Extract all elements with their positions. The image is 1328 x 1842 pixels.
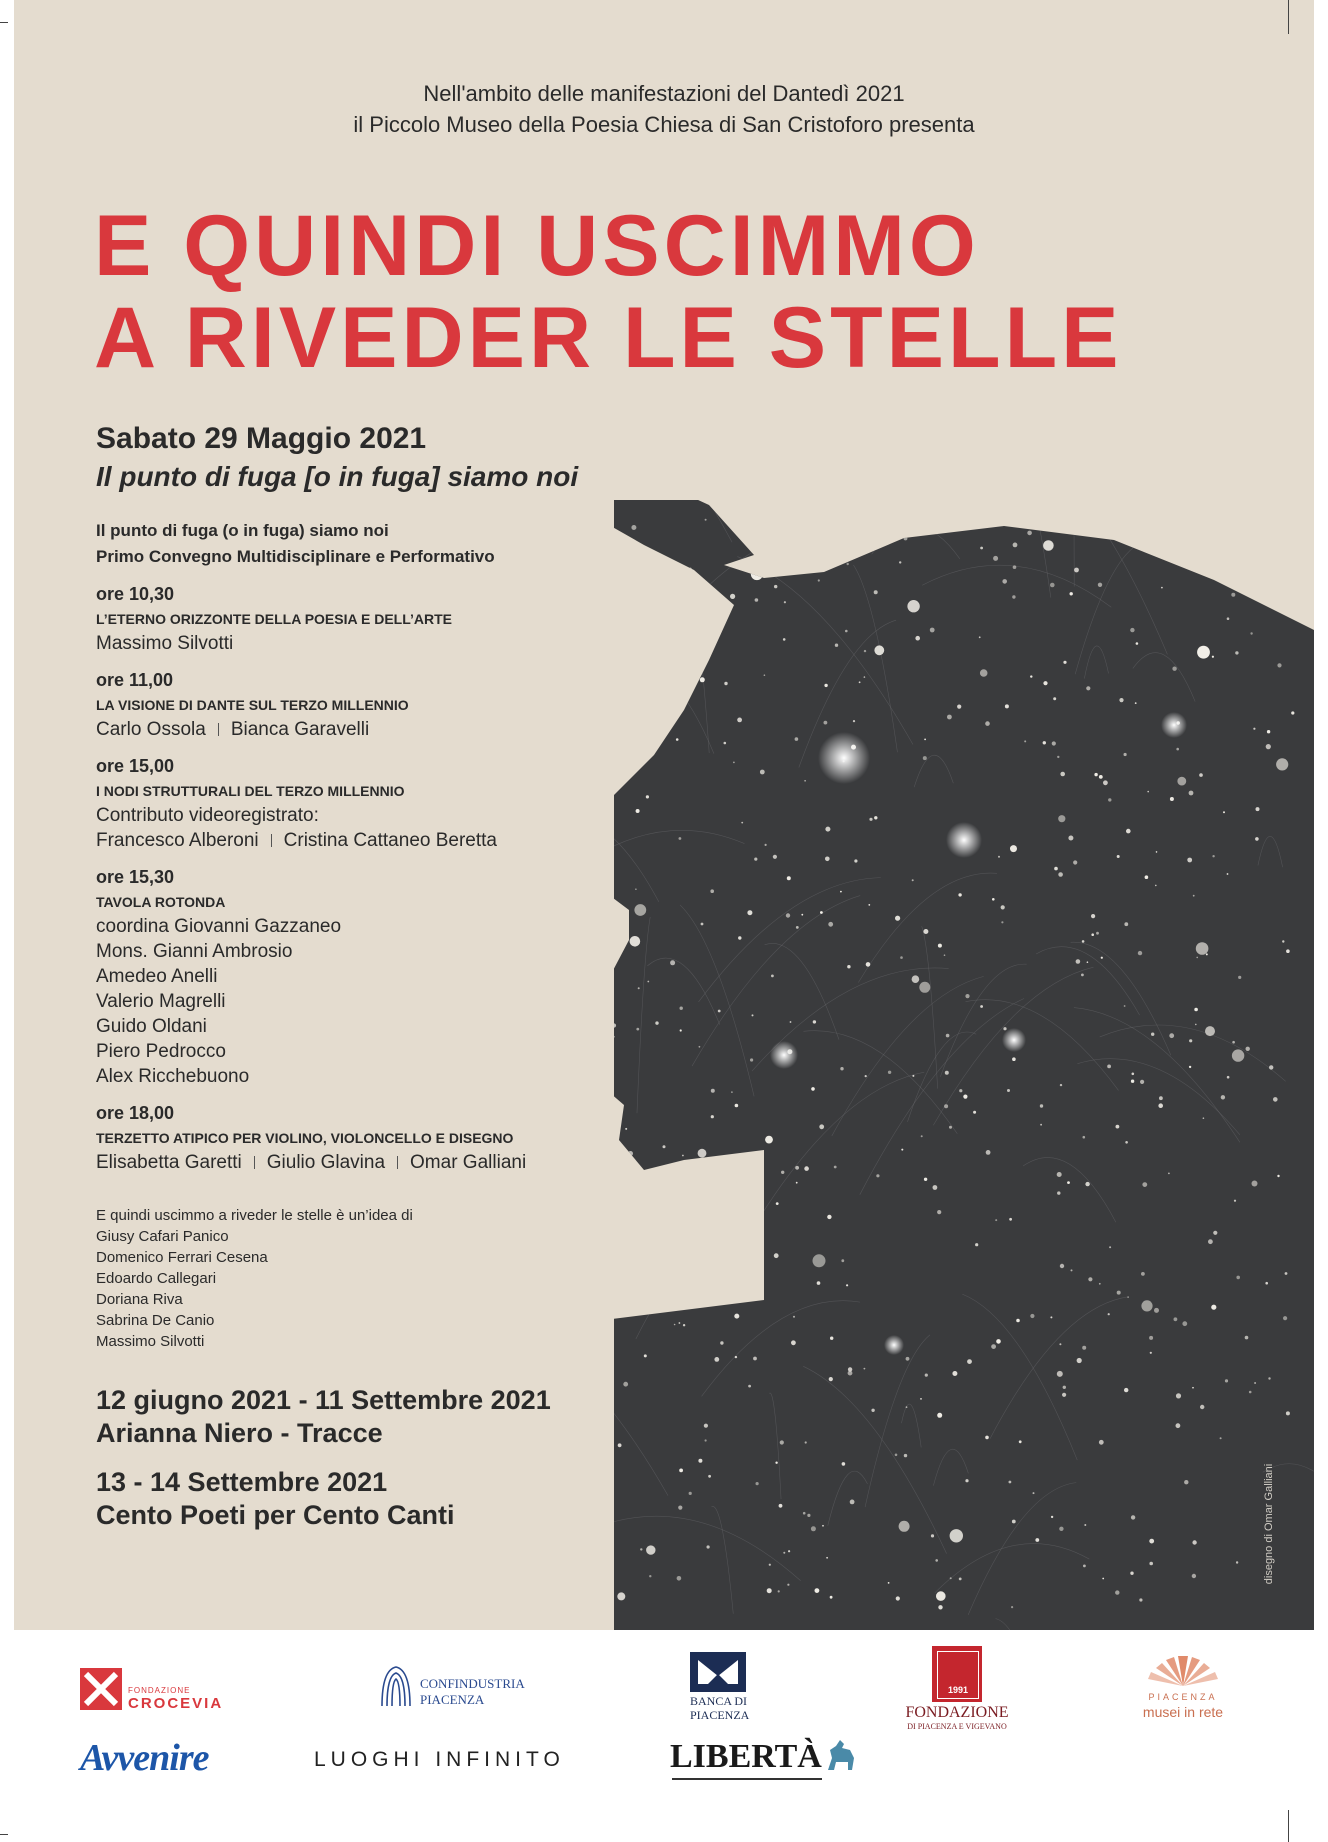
musei-line-2: musei in rete bbox=[1142, 1704, 1224, 1720]
musei-mark-icon bbox=[1138, 1652, 1228, 1686]
credits-name: Doriana Riva bbox=[96, 1291, 183, 1308]
fondazione-line-2: DI PIACENZA E VIGEVANO bbox=[907, 1722, 1007, 1731]
avvenire-name: Avvenire bbox=[80, 1737, 209, 1779]
speaker-name: Bianca Garavelli bbox=[230, 719, 370, 740]
banca-line-2: PIACENZA bbox=[690, 1708, 750, 1722]
poster bbox=[14, 0, 1314, 1630]
confindustria-line-1: CONFINDUSTRIA bbox=[420, 1676, 525, 1691]
speaker-name: Mons. Gianni Ambrosio bbox=[96, 941, 293, 962]
luoghi-name: LUOGHI INFINITO bbox=[314, 1748, 565, 1771]
future-event-date: 13 - 14 Settembre 2021 bbox=[96, 1467, 388, 1497]
speaker-name: Contributo videoregistrato: bbox=[96, 805, 319, 826]
liberta-name: LIBERTÀ bbox=[670, 1738, 822, 1775]
speaker-name: Carlo Ossola bbox=[96, 719, 206, 740]
intro-line-2: il Piccolo Museo della Poesia Chiesa di San Cristoforo presenta bbox=[353, 112, 975, 137]
credits-name: Giusy Cafari Panico bbox=[96, 1228, 229, 1245]
session-line bbox=[96, 717, 736, 742]
title-line-2: A RIVEDER LE STELLE bbox=[94, 290, 1123, 386]
future-event bbox=[96, 1384, 736, 1450]
future-event-date: 12 giugno 2021 - 11 Settembre 2021 bbox=[96, 1385, 551, 1415]
banca-line-1: BANCA DI bbox=[690, 1694, 748, 1708]
session-line bbox=[96, 828, 736, 853]
session-line bbox=[96, 939, 736, 964]
speaker-name: Amedeo Anelli bbox=[96, 966, 218, 987]
intro-line-1: Nell'ambito delle manifestazioni del Dantedì 2021 bbox=[423, 81, 905, 106]
crop-mark bbox=[1288, 1810, 1289, 1842]
session-title: TAVOLA ROTONDA bbox=[96, 894, 226, 910]
speaker-name: Massimo Silvotti bbox=[96, 633, 234, 654]
session-time: ore 11,00 bbox=[96, 670, 174, 690]
program-session bbox=[96, 666, 736, 742]
banca-mark-icon bbox=[690, 1652, 746, 1692]
session-line bbox=[96, 1064, 736, 1089]
luoghi-infinito-logo bbox=[314, 1744, 604, 1774]
liberta-underline bbox=[672, 1778, 822, 1780]
equestrian-statue-icon bbox=[822, 1736, 860, 1774]
separator bbox=[218, 723, 219, 736]
session-line bbox=[96, 631, 736, 656]
session-line bbox=[96, 1039, 736, 1064]
crop-mark bbox=[0, 1834, 8, 1835]
crocevia-name: CROCEVIA bbox=[128, 1695, 224, 1712]
separator bbox=[397, 1156, 398, 1169]
speaker-name: Elisabetta Garetti bbox=[96, 1152, 242, 1173]
poster-title bbox=[94, 200, 1122, 384]
fondazione-crocevia-logo bbox=[80, 1664, 240, 1714]
event-date: Sabato 29 Maggio 2021 bbox=[96, 422, 427, 455]
crocevia-mark-icon bbox=[80, 1668, 122, 1710]
separator bbox=[271, 834, 272, 847]
fondazione-mark bbox=[932, 1646, 982, 1702]
session-time: ore 10,30 bbox=[96, 584, 175, 604]
speaker-name: Valerio Magrelli bbox=[96, 991, 226, 1012]
speaker-name: Guido Oldani bbox=[96, 1016, 207, 1037]
credits-name: Massimo Silvotti bbox=[96, 1333, 205, 1350]
musei-line-1: PIACENZA bbox=[1148, 1692, 1218, 1702]
fondazione-line-1: FONDAZIONE bbox=[905, 1704, 1009, 1721]
session-title: TERZETTO ATIPICO PER VIOLINO, VIOLONCELLO E DISEGNO bbox=[96, 1130, 514, 1146]
confindustria-mark-icon bbox=[378, 1664, 414, 1708]
separator bbox=[254, 1156, 255, 1169]
program-session bbox=[96, 1099, 736, 1175]
credits-name: Sabrina De Canio bbox=[96, 1312, 215, 1329]
intro-text bbox=[14, 78, 1314, 140]
program-list bbox=[96, 580, 736, 1175]
piacenza-musei-in-rete-logo bbox=[1130, 1652, 1240, 1732]
speaker-name: Giulio Glavina bbox=[266, 1152, 386, 1173]
title-line-1: E QUINDI USCIMMO bbox=[94, 198, 980, 294]
crocevia-small: FONDAZIONE bbox=[128, 1686, 191, 1695]
speaker-name: coordina Giovanni Gazzaneo bbox=[96, 916, 342, 937]
speaker-name: Francesco Alberoni bbox=[96, 830, 259, 851]
avvenire-logo bbox=[80, 1732, 250, 1782]
crop-mark bbox=[1288, 0, 1289, 34]
speaker-name: Alex Ricchebuono bbox=[96, 1066, 250, 1087]
artwork-credit-text: disegno di Omar Galliani bbox=[1263, 1463, 1275, 1585]
session-line bbox=[96, 803, 736, 828]
convegno-line-2: Primo Convegno Multidisciplinare e Performativo bbox=[96, 547, 495, 566]
fondazione-mark-inner bbox=[937, 1651, 979, 1699]
session-time: ore 15,00 bbox=[96, 756, 175, 776]
program-session bbox=[96, 863, 736, 1089]
session-line bbox=[96, 1150, 736, 1175]
crop-mark bbox=[0, 22, 8, 23]
session-line bbox=[96, 964, 736, 989]
fondazione-piacenza-vigevano-logo bbox=[896, 1646, 1036, 1736]
program-session bbox=[96, 580, 736, 656]
future-event-title: Arianna Niero - Tracce bbox=[96, 1418, 383, 1448]
session-line bbox=[96, 914, 736, 939]
banca-di-piacenza-logo bbox=[688, 1652, 778, 1728]
liberta-logo bbox=[670, 1734, 870, 1784]
session-title: L’ETERNO ORIZZONTE DELLA POESIA E DELL’ARTE bbox=[96, 611, 452, 627]
credits-name: Domenico Ferrari Cesena bbox=[96, 1249, 268, 1266]
fondazione-year: 1991 bbox=[947, 1685, 969, 1695]
event-theme: Il punto di fuga [o in fuga] siamo noi bbox=[96, 461, 579, 492]
credits-intro: E quindi uscimmo a riveder le stelle è un’idea di bbox=[96, 1207, 413, 1224]
credits bbox=[96, 1205, 736, 1352]
session-title: I NODI STRUTTURALI DEL TERZO MILLENNIO bbox=[96, 783, 405, 799]
speaker-name: Omar Galliani bbox=[410, 1152, 527, 1173]
session-line bbox=[96, 989, 736, 1014]
future-event-title: Cento Poeti per Cento Canti bbox=[96, 1500, 455, 1530]
artwork-credit bbox=[1259, 1420, 1273, 1630]
convegno-line-1: Il punto di fuga (o in fuga) siamo noi bbox=[96, 521, 389, 540]
session-time: ore 15,30 bbox=[96, 867, 175, 887]
confindustria-piacenza-logo bbox=[378, 1664, 548, 1714]
future-events bbox=[96, 1384, 736, 1532]
confindustria-line-2: PIACENZA bbox=[420, 1692, 485, 1707]
program-session bbox=[96, 752, 736, 853]
future-event bbox=[96, 1466, 736, 1532]
session-title: LA VISIONE DI DANTE SUL TERZO MILLENNIO bbox=[96, 697, 409, 713]
speaker-name: Piero Pedrocco bbox=[96, 1041, 226, 1062]
session-time: ore 18,00 bbox=[96, 1103, 175, 1123]
speaker-name: Cristina Cattaneo Beretta bbox=[283, 830, 497, 851]
session-line bbox=[96, 1014, 736, 1039]
credits-name: Edoardo Callegari bbox=[96, 1270, 217, 1287]
convegno-heading bbox=[96, 518, 736, 570]
sponsor-logos bbox=[0, 1630, 1328, 1842]
program-column bbox=[96, 420, 736, 1548]
